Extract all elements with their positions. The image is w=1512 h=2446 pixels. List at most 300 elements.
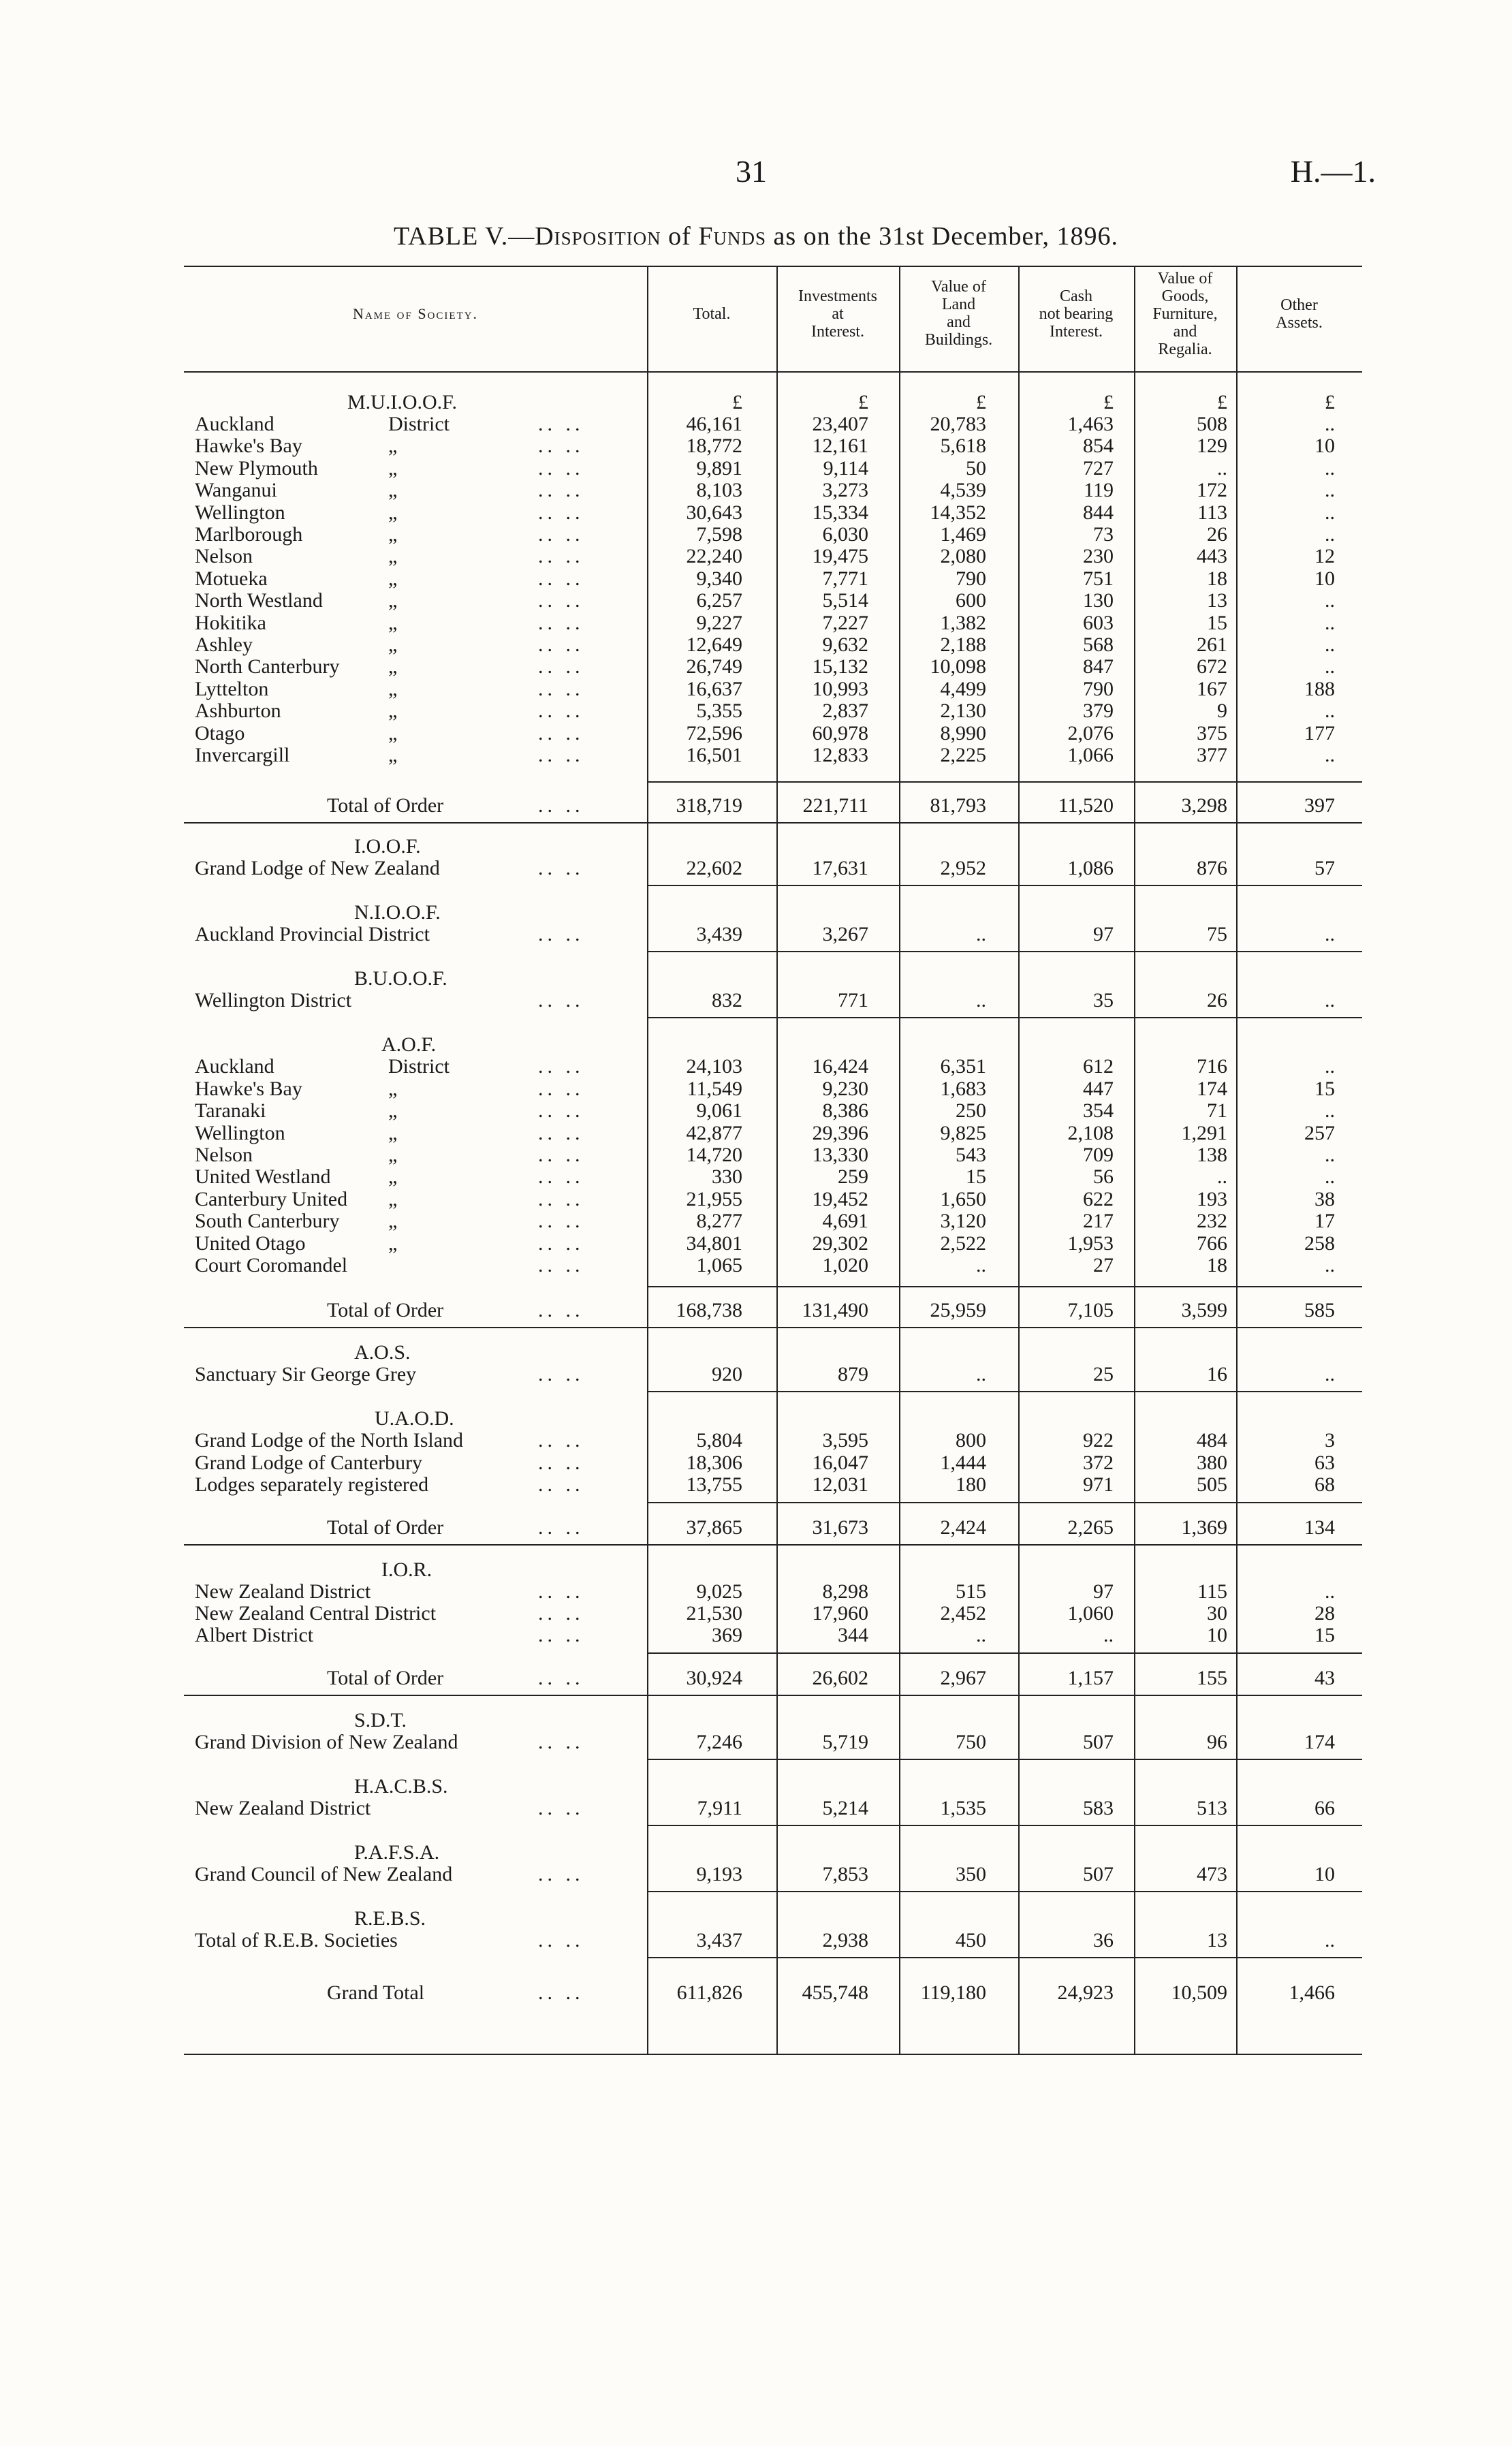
horizontal-rule [647,1957,1362,1958]
table-row [184,1078,1362,1100]
cell-investments: 26,602 [812,1666,868,1689]
cell-cash: 1,157 [1067,1666,1114,1689]
cell-other: .. [1325,1580,1335,1603]
leader-dots: .. .. [538,1981,584,2004]
cell-total: 22,602 [686,857,742,880]
cell-total: 832 [712,989,742,1012]
cell-land: 250 [956,1099,986,1123]
table-row [184,1255,1362,1276]
table-row [184,524,1362,546]
leader-dots: .. .. [538,589,584,612]
cell-cash: 1,086 [1067,857,1114,880]
cell-investments: 6,030 [822,523,868,546]
cell-cash: 709 [1083,1144,1114,1166]
order-heading: H.A.C.B.S. [354,1774,448,1798]
cell-cash: 1,060 [1067,1602,1114,1625]
cell-land: .. [976,1624,986,1647]
row-label: Auckland Provincial District [195,923,430,946]
cell-total: 18,306 [686,1451,742,1474]
district-marker: „ [388,633,398,656]
cell-investments: 5,214 [822,1796,868,1819]
cell-cash: 507 [1083,1862,1114,1885]
horizontal-rule [184,822,1362,824]
cell-cash: 844 [1083,501,1114,524]
cell-cash: 130 [1083,589,1114,612]
cell-investments: 10,993 [812,677,868,700]
row-label: Otago [195,721,245,744]
cell-goods: 375 [1197,721,1227,744]
cell-goods: 129 [1197,435,1227,458]
cell-other: 3 [1325,1429,1335,1452]
cell-other: 174 [1304,1730,1335,1753]
cell-land: 1,683 [940,1077,986,1100]
cell-cash: 1,463 [1067,413,1114,435]
cell-total: 7,246 [696,1730,742,1753]
title-prefix: TABLE V.— [393,222,535,251]
cell-total: 6,257 [696,589,742,612]
cell-goods: 138 [1197,1144,1227,1166]
cell-land: 14,352 [930,501,986,524]
cell-total: 14,720 [686,1144,742,1166]
cell-other: 397 [1304,794,1335,817]
cell-goods: 10 [1207,1624,1227,1647]
table-row [184,1189,1362,1210]
leader-dots: .. .. [538,1077,584,1100]
cell-land: 2,452 [940,1602,986,1625]
cell-land: 9,825 [940,1121,986,1144]
cell-land: 180 [956,1473,986,1496]
cell-investments: 5,514 [822,589,868,612]
cell-other: .. [1325,633,1335,656]
leader-dots: .. .. [538,479,584,502]
row-label: New Zealand Central District [195,1602,437,1625]
leader-dots: .. .. [538,1254,584,1276]
row-label: South Canterbury [195,1210,340,1233]
cell-investments: 29,302 [812,1232,868,1255]
row-label: Total of Order [327,794,444,817]
horizontal-rule [647,1391,1362,1392]
cell-investments: 221,711 [802,794,868,817]
cell-investments: 7,771 [822,567,868,590]
cell-land: 2,522 [940,1232,986,1255]
cell-goods: 167 [1197,677,1227,700]
cell-other: .. [1325,456,1335,480]
table-row [184,546,1362,567]
row-label: Motueka [195,567,268,590]
cell-land: 515 [956,1580,986,1603]
cell-cash: 1,953 [1067,1232,1114,1255]
leader-dots: .. .. [538,1473,584,1496]
district-marker: „ [388,589,398,612]
cell-goods: 155 [1197,1666,1227,1689]
cell-total: 920 [712,1363,742,1386]
row-label: North Westland [195,589,323,612]
cell-investments: 17,960 [812,1602,868,1625]
cell-goods: 380 [1197,1451,1227,1474]
cell-total: 18,772 [686,435,742,458]
cell-investments: 12,161 [812,435,868,458]
cell-cash: 922 [1083,1429,1114,1452]
cell-other: 68 [1314,1473,1335,1496]
cell-cash: 751 [1083,567,1114,590]
district-marker: „ [388,677,398,700]
leader-dots: .. .. [538,794,584,817]
row-label: Canterbury United [195,1187,348,1210]
cell-total: 330 [712,1165,742,1189]
cell-goods: 443 [1197,545,1227,568]
cell-investments: 2,938 [822,1928,868,1951]
district-marker: „ [388,1077,398,1100]
row-label: New Plymouth [195,456,318,480]
cell-cash: 583 [1083,1796,1114,1819]
district-marker: „ [388,700,398,723]
leader-dots: .. .. [538,456,584,480]
district-marker: „ [388,567,398,590]
table-row [184,634,1362,656]
table-row [184,1123,1362,1144]
table-row [184,502,1362,524]
cell-goods: 377 [1197,744,1227,766]
cell-cash: 790 [1083,677,1114,700]
row-label: Taranaki [195,1099,266,1123]
cell-other: .. [1325,589,1335,612]
horizontal-rule [647,1286,1362,1287]
cell-investments: 1,020 [822,1254,868,1276]
currency-symbol: £ [1325,391,1335,413]
cell-total: 3,439 [696,923,742,946]
cell-goods: 3,599 [1181,1299,1227,1322]
row-label: Wellington [195,501,285,524]
horizontal-rule [647,1759,1362,1760]
cell-goods: 672 [1197,655,1227,678]
row-label: Total of R.E.B. Societies [195,1928,398,1951]
row-label: Lodges separately registered [195,1473,429,1496]
row-label: Hawke's Bay [195,435,302,458]
cell-other: .. [1325,523,1335,546]
order-heading: N.I.O.O.F. [354,901,441,924]
cell-investments: 17,631 [812,857,868,880]
district-marker: „ [388,721,398,744]
cell-investments: 879 [838,1363,868,1386]
cell-other: 38 [1314,1187,1335,1210]
district-marker: „ [388,1232,398,1255]
table-row [184,1056,1362,1078]
cell-goods: 1,291 [1181,1121,1227,1144]
cell-other: .. [1325,501,1335,524]
table-row [184,480,1362,501]
cell-other: .. [1325,1928,1335,1951]
leader-dots: .. .. [538,1730,584,1753]
table-title [0,221,1512,251]
row-label: Wanganui [195,479,277,502]
district-marker: District [388,1055,450,1078]
table-row [184,1210,1362,1232]
total-row [184,795,1362,817]
single-society-row [184,1731,1362,1753]
table-row [184,1452,1362,1474]
table-row [184,612,1362,634]
order-heading: I.O.R. [381,1558,432,1581]
cell-land: 543 [956,1144,986,1166]
cell-goods: 172 [1197,479,1227,502]
cell-cash: 622 [1083,1187,1114,1210]
table-top-rule [184,266,1362,267]
table-row [184,1430,1362,1452]
cell-goods: 96 [1207,1730,1227,1753]
cell-other: .. [1325,1254,1335,1276]
leader-dots: .. .. [538,435,584,458]
cell-land: 2,424 [940,1516,986,1539]
cell-investments: 9,632 [822,633,868,656]
row-label: Lyttelton [195,677,269,700]
cell-land: 800 [956,1429,986,1452]
header-other-assets: Other Assets. [1276,296,1323,332]
cell-total: 30,924 [686,1666,742,1689]
district-marker: „ [388,1144,398,1166]
leader-dots: .. .. [538,1299,584,1322]
cell-cash: 97 [1093,1580,1114,1603]
district-marker: „ [388,435,398,458]
cell-land: .. [976,1254,986,1276]
cell-goods: 115 [1197,1580,1227,1603]
cell-cash: 2,076 [1067,721,1114,744]
row-label: Grand Division of New Zealand [195,1730,458,1753]
row-label: Auckland [195,1055,274,1078]
cell-cash: 727 [1083,456,1114,480]
cell-goods: 10,509 [1171,1981,1227,2004]
row-label: Ashley [195,633,253,656]
cell-total: 24,103 [686,1055,742,1078]
table-row [184,590,1362,612]
cell-other: 258 [1304,1232,1335,1255]
table-row [184,1581,1362,1603]
horizontal-rule [184,1695,1362,1696]
single-society-row [184,1864,1362,1885]
leader-dots: .. .. [538,1363,584,1386]
cell-investments: 16,424 [812,1055,868,1078]
cell-investments: 8,386 [822,1099,868,1123]
title-mid: of [661,222,699,251]
cell-total: 369 [712,1624,742,1647]
cell-goods: 15 [1207,611,1227,634]
funds-table [184,266,1362,2064]
horizontal-rule [647,885,1362,886]
row-label: Albert District [195,1624,314,1647]
leader-dots: .. .. [538,1580,584,1603]
horizontal-rule [647,1825,1362,1826]
order-heading: A.O.S. [354,1341,411,1364]
table-row [184,1233,1362,1255]
cell-goods: 876 [1197,857,1227,880]
cell-land: .. [976,989,986,1012]
cell-other: 10 [1314,435,1335,458]
table-row [184,678,1362,700]
horizontal-rule [647,781,1362,783]
cell-investments: 12,031 [812,1473,868,1496]
cell-investments: 9,230 [822,1077,868,1100]
cell-cash: 568 [1083,633,1114,656]
cell-total: 9,193 [696,1862,742,1885]
cell-total: 9,061 [696,1099,742,1123]
order-heading: B.U.O.O.F. [354,967,447,990]
cell-investments: 31,673 [812,1516,868,1539]
cell-total: 21,530 [686,1602,742,1625]
single-society-row [184,1798,1362,1819]
leader-dots: .. .. [538,567,584,590]
cell-cash: 56 [1093,1165,1114,1189]
cell-land: 10,098 [930,655,986,678]
cell-land: .. [976,923,986,946]
cell-land: 2,952 [940,857,986,880]
row-label: New Zealand District [195,1580,371,1603]
header-bottom-rule [184,371,1362,373]
district-marker: „ [388,1121,398,1144]
cell-goods: 716 [1197,1055,1227,1078]
order-heading: U.A.O.D. [375,1407,454,1430]
cell-goods: 766 [1197,1232,1227,1255]
row-label: Hawke's Bay [195,1077,302,1100]
row-label: Total of Order [327,1516,444,1539]
leader-dots: .. .. [538,1210,584,1233]
cell-goods: .. [1217,456,1227,480]
cell-other: .. [1325,923,1335,946]
cell-other: .. [1325,413,1335,435]
cell-investments: 15,334 [812,501,868,524]
cell-other: 257 [1304,1121,1335,1144]
currency-symbol: £ [1217,391,1227,413]
leader-dots: .. .. [538,1862,584,1885]
header-cash: Cash not bearing Interest. [1039,287,1114,341]
leader-dots: .. .. [538,523,584,546]
row-label: Wellington [195,1121,285,1144]
cell-land: 450 [956,1928,986,1951]
cell-land: 790 [956,567,986,590]
cell-land: 15 [966,1165,986,1189]
cell-total: 26,749 [686,655,742,678]
cell-goods: 18 [1207,1254,1227,1276]
cell-land: 2,188 [940,633,986,656]
header-name-of-society: Name of Society. [352,305,479,322]
cell-cash: 447 [1083,1077,1114,1100]
cell-land: 750 [956,1730,986,1753]
cell-other: 66 [1314,1796,1335,1819]
cell-land: 2,967 [940,1666,986,1689]
table-row [184,1144,1362,1166]
leader-dots: .. .. [538,1429,584,1452]
district-marker: „ [388,501,398,524]
cell-total: 22,240 [686,545,742,568]
row-label: North Canterbury [195,655,340,678]
cell-total: 1,065 [696,1254,742,1276]
cell-total: 9,025 [696,1580,742,1603]
cell-investments: 131,490 [802,1299,868,1322]
cell-goods: 30 [1207,1602,1227,1625]
cell-goods: .. [1217,1165,1227,1189]
cell-investments: 13,330 [812,1144,868,1166]
cell-land: 3,120 [940,1210,986,1233]
row-label: United Otago [195,1232,306,1255]
leader-dots: .. .. [538,677,584,700]
cell-total: 30,643 [686,501,742,524]
cell-cash: 24,923 [1057,1981,1114,2004]
cell-land: 5,618 [940,435,986,458]
cell-other: 1,466 [1289,1981,1335,2004]
horizontal-rule [647,1652,1362,1654]
cell-total: 46,161 [686,413,742,435]
cell-investments: 2,837 [822,700,868,723]
cell-goods: 26 [1207,523,1227,546]
cell-total: 168,738 [676,1299,742,1322]
cell-other: .. [1325,989,1335,1012]
district-marker: „ [388,523,398,546]
table-row [184,435,1362,457]
district-marker: „ [388,545,398,568]
cell-investments: 344 [838,1624,868,1647]
cell-land: 1,650 [940,1187,986,1210]
table-row [184,656,1362,678]
header-total: Total. [693,305,731,323]
order-heading: R.E.B.S. [354,1907,426,1930]
cell-land: 25,959 [930,1299,986,1322]
cell-other: .. [1325,1363,1335,1386]
cell-other: 43 [1314,1666,1335,1689]
cell-goods: 1,369 [1181,1516,1227,1539]
cell-land: 8,990 [940,721,986,744]
leader-dots: .. .. [538,1796,584,1819]
leader-dots: .. .. [538,1144,584,1166]
cell-goods: 75 [1207,923,1227,946]
cell-total: 9,891 [696,456,742,480]
cell-cash: 7,105 [1067,1299,1114,1322]
cell-total: 611,826 [676,1981,742,2004]
table-row [184,1603,1362,1625]
cell-goods: 13 [1207,589,1227,612]
cell-investments: 16,047 [812,1451,868,1474]
leader-dots: .. .. [538,1602,584,1625]
cell-cash: 11,520 [1058,794,1114,817]
cell-cash: 27 [1093,1254,1114,1276]
cell-other: .. [1325,655,1335,678]
cell-land: 1,469 [940,523,986,546]
cell-cash: .. [1103,1624,1114,1647]
cell-total: 13,755 [686,1473,742,1496]
leader-dots: .. .. [538,1055,584,1078]
cell-total: 37,865 [686,1516,742,1539]
cell-cash: 1,066 [1067,744,1114,766]
currency-symbol: £ [732,391,742,413]
leader-dots: .. .. [538,633,584,656]
total-row [184,1517,1362,1539]
order-heading: I.O.O.F. [354,835,421,858]
cell-other: 134 [1304,1516,1335,1539]
cell-investments: 7,227 [822,611,868,634]
cell-land: 4,539 [940,479,986,502]
table-row [184,568,1362,590]
cell-land: .. [976,1363,986,1386]
leader-dots: .. .. [538,655,584,678]
cell-investments: 19,452 [812,1187,868,1210]
cell-total: 3,437 [696,1928,742,1951]
total-row [184,1667,1362,1689]
cell-investments: 4,691 [822,1210,868,1233]
cell-cash: 73 [1093,523,1114,546]
cell-cash: 2,108 [1067,1121,1114,1144]
cell-cash: 379 [1083,700,1114,723]
cell-land: 600 [956,589,986,612]
title-word-disposition: Disposition [535,222,661,251]
cell-other: 10 [1314,567,1335,590]
cell-total: 42,877 [686,1121,742,1144]
